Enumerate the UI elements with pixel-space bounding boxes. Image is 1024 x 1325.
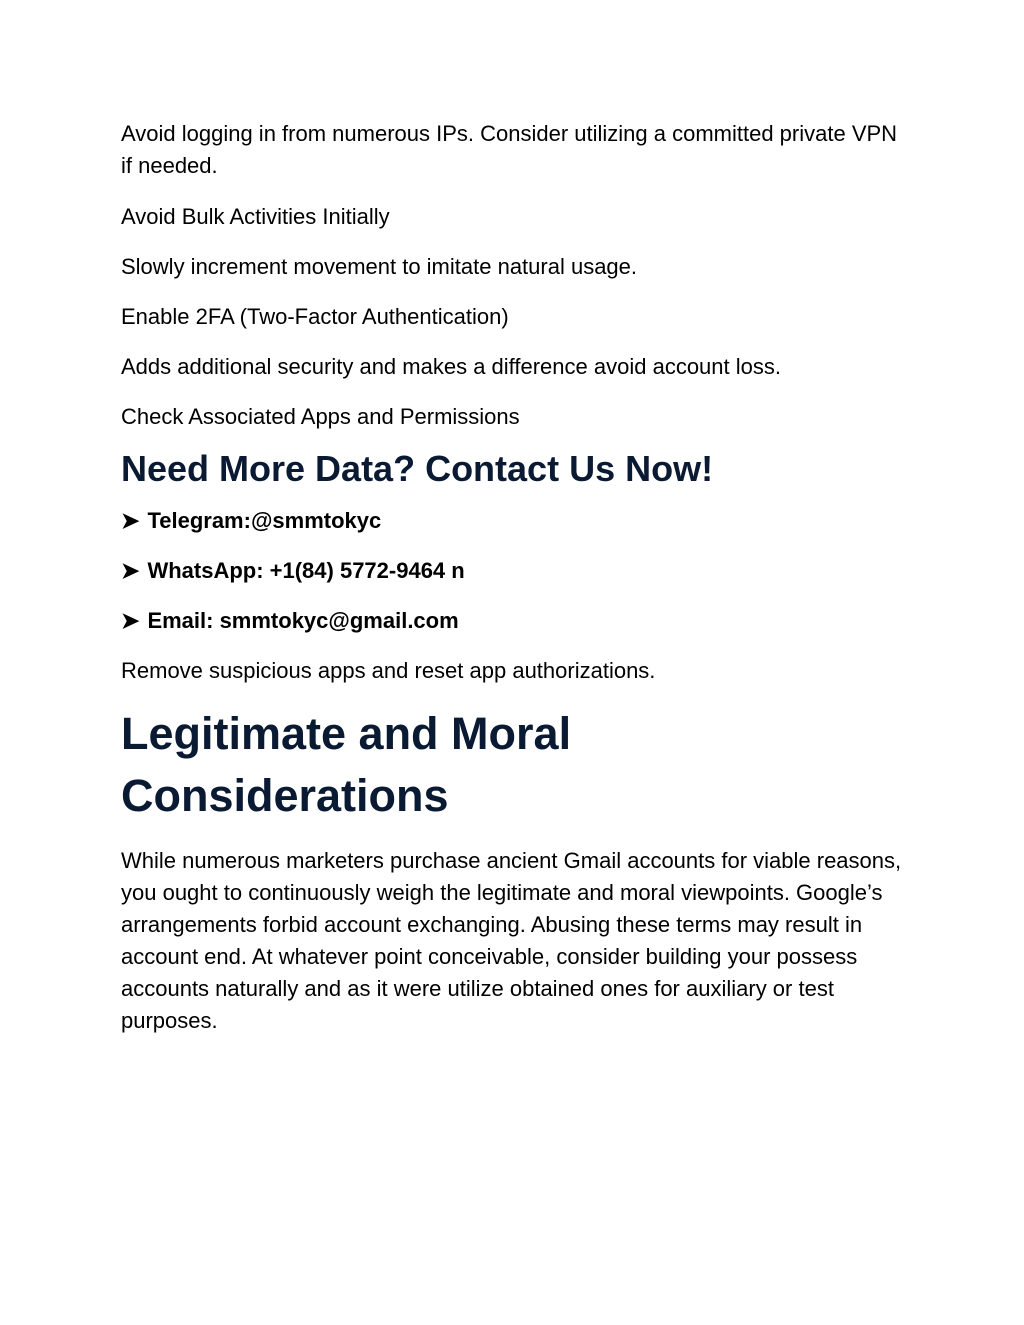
paragraph-bulk-heading: Avoid Bulk Activities Initially [121, 204, 390, 229]
contact-telegram [121, 505, 911, 537]
paragraph-2fa: Enable 2FA (Two-Factor Authentication) [121, 304, 509, 329]
whatsapp-text: WhatsApp: +1(84) 5772-9464 n [147, 558, 465, 583]
legal-heading-line2: Considerations [121, 770, 449, 821]
paragraph-remove-apps: Remove suspicious apps and reset app authorizations. [121, 658, 656, 683]
paragraph-vpn-advice: Avoid logging in from numerous IPs. Consider utilizing a committed private VPN if needed. [121, 121, 898, 178]
paragraph-check-apps: Check Associated Apps and Permissions [121, 404, 520, 429]
contact-whatsapp [121, 555, 911, 587]
document-page [121, 118, 911, 1037]
telegram-text: Telegram:@smmtokyc [147, 508, 382, 533]
paragraph-security: Adds additional security and makes a difference avoid account loss. [121, 354, 781, 379]
email-text: Email: smmtokyc@gmail.com [147, 608, 459, 633]
contact-email [121, 605, 911, 637]
arrow-icon: ➤ [121, 508, 140, 533]
paragraph-increment: Slowly increment movement to imitate natural usage. [121, 254, 638, 279]
arrow-icon: ➤ [121, 558, 140, 583]
arrow-icon: ➤ [121, 608, 140, 633]
legal-body-paragraph: While numerous marketers purchase ancient Gmail accounts for viable reasons, you ought to continuously weigh the legitimate and moral viewpoints. Google’s arrangements forbid account exchanging. Abusing these terms may result in account end. At whatever point conceivable, consider building your possess accounts naturally and as it were utilize obtained ones for auxiliary or test purposes. [121, 848, 902, 1033]
contact-heading: Need More Data? Contact Us Now! [121, 448, 714, 489]
legal-heading-line1: Legitimate and Moral [121, 708, 572, 759]
